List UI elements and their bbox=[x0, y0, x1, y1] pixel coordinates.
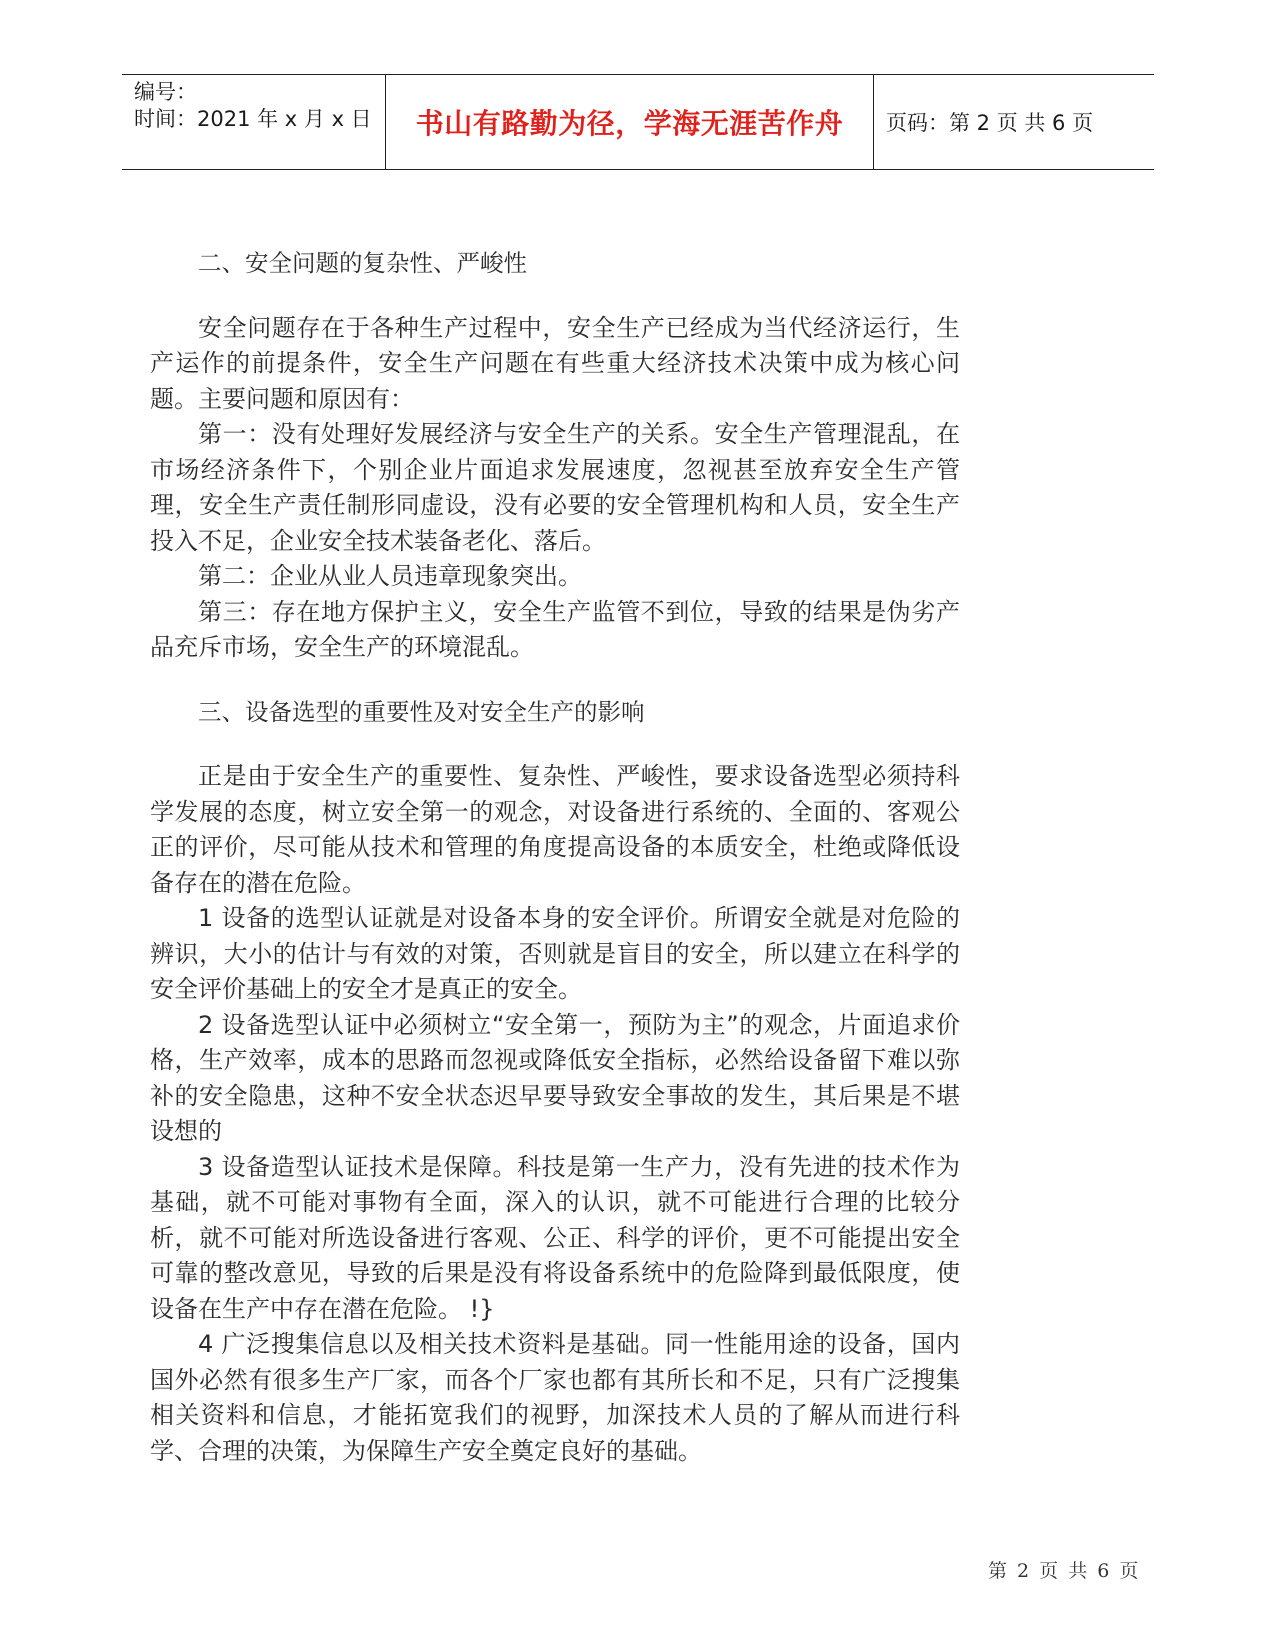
section-heading-3: 三、设备选型的重要性及对安全生产的影响 bbox=[198, 697, 645, 726]
paragraph-first: 第一：没有处理好发展经济与安全生产的关系。安全生产管理混乱，在市场经济条件下，个别企业片面追求发展速度，忽视甚至放弃安全生产管理，安全生产责任制形同虚设，没有必要的安全管理机构和人员，安全生产投入不足，企业安全技术装备老化、落后。 bbox=[150, 420, 960, 555]
paragraph-item-1: 1 设备的选型认证就是对设备本身的安全评价。所谓安全就是对危险的辨识，大小的估计与有效的对策，否则就是盲目的安全，所以建立在科学的安全评价基础上的安全才是真正的安全。 bbox=[150, 904, 960, 1003]
paragraph-third: 第三：存在地方保护主义，安全生产监管不到位，导致的结果是伪劣产品充斥市场，安全生产的环境混乱。 bbox=[150, 597, 960, 661]
paragraph-main: 正是由于安全生产的重要性、复杂性、严峻性，要求设备选型必须持科学发展的态度，树立安全第一的观念，对设备进行系统的、全面的、客观公正的评价，尽可能从技术和管理的角度提高设备的本质安全，杜绝或降低设备存在的潜在危险。 bbox=[150, 762, 960, 897]
header-motto: 书山有路勤为径，学海无涯苦作舟 bbox=[415, 107, 844, 140]
paragraph-item-4: 4 广泛搜集信息以及相关技术资料是基础。同一性能用途的设备，国内国外必然有很多生产厂家，而各个厂家也都有其所长和不足，只有广泛搜集相关资料和信息，才能拓宽我们的视野，加深技术人员的了解从而进行科学、合理的决策，为保障生产安全奠定良好的基础。 bbox=[150, 1330, 960, 1465]
paragraph-item-3: 3 设备造型认证技术是保障。科技是第一生产力，没有先进的技术作为基础，就不可能对事物有全面，深入的认识，就不可能进行合理的比较分析，就不可能对所选设备进行客观、公正、科学的评价，更不可能提出安全可靠的整改意见，导致的后果是没有将设备系统中的危险降到最低限度，使设备在生产中存在潜在危险。 !} bbox=[150, 1152, 960, 1323]
document-number-label: 编号： bbox=[134, 80, 197, 104]
header-meta-cell bbox=[122, 75, 386, 169]
section-heading-2: 二、安全问题的复杂性、严峻性 bbox=[198, 249, 527, 277]
paragraph-item-2: 2 设备选型认证中必须树立“安全第一，预防为主”的观念，片面追求价格，生产效率，成本的思路而忽视或降低安全指标，必然给设备留下难以弥补的安全隐患，这种不安全状态迟早要导致安全事故的发生，其后果是不堪设想的 bbox=[150, 1010, 960, 1145]
document-time-label: 时间：2021 年 x 月 x 日 bbox=[134, 107, 372, 131]
header-motto-cell bbox=[386, 75, 874, 169]
header-page-cell bbox=[874, 75, 1154, 169]
page-footer: 第 2 页 共 6 页 bbox=[988, 1560, 1141, 1582]
header-page-code: 页码：第 2 页 共 6 页 bbox=[886, 111, 1094, 135]
document-header bbox=[122, 74, 1154, 170]
document-body bbox=[150, 246, 960, 1469]
paragraph-intro: 安全问题存在于各种生产过程中，安全生产已经成为当代经济运行，生产运作的前提条件，安全生产问题在有些重大经济技术决策中成为核心问题。主要问题和原因有： bbox=[150, 313, 960, 413]
paragraph-second: 第二：企业从业人员违章现象突出。 bbox=[198, 562, 582, 590]
